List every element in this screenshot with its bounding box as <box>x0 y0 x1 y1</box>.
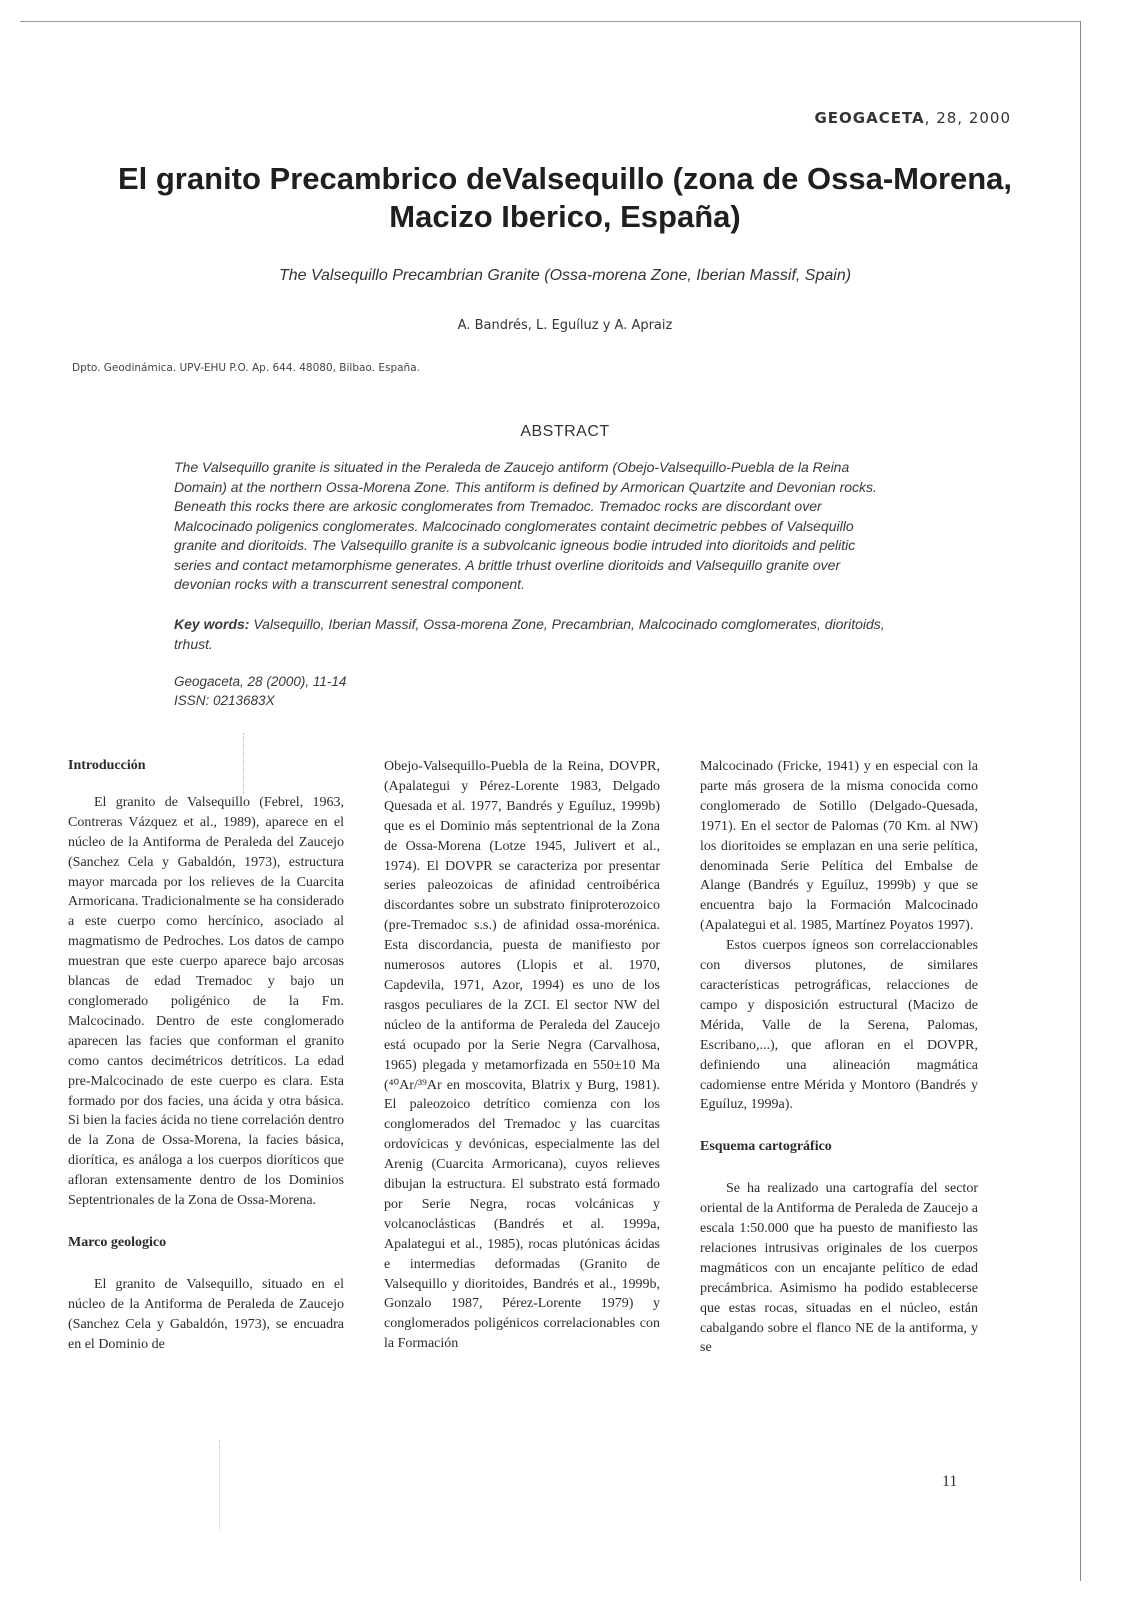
paragraph: El granito de Valsequillo, situado en el núcleo de la Antiforma de Peraleda de Zaucejo (Sanchez Cela y Gabaldón, 1973), se encuadra en el Dominio de <box>68 1276 344 1352</box>
affiliation: Dpto. Geodinámica. UPV-EHU P.O. Ap. 644. 48080, Bilbao. España. <box>72 362 420 374</box>
keywords-label: Key words: <box>174 616 250 632</box>
abstract-heading: ABSTRACT <box>520 423 610 440</box>
page-number: 11 <box>942 1473 958 1490</box>
journal-issue: , 28, 2000 <box>924 109 1011 127</box>
right-rule <box>1080 21 1081 1581</box>
paper-subtitle: The Valsequillo Precambrian Granite (Ossa-morena Zone, Iberian Massif, Spain) <box>278 267 852 284</box>
issn: ISSN: 0213683X <box>174 693 275 708</box>
citation-block <box>174 672 346 710</box>
paragraph: Malcocinado (Fricke, 1941) y en especial con la parte más grosera de la misma conocida como conglomerado de Sotillo (Delgado-Quesada, 1971). En el sector de Palomas (70 Km. al NW) los dioritoides se emplazan en una serie pelítica, denominada Serie Pelítica del Embalse de Alange (Bandrés y Eguíluz, 1999b) y que se encuentra bajo la Formación Malcocinado (Apalategui et al. 1985, Martínez Poyatos 1997). <box>700 759 978 934</box>
authors: A. Bandrés, L. Eguíluz y A. Apraiz <box>457 318 673 333</box>
paragraph: Obejo-Valsequillo-Puebla de la Reina, DOVPR, (Apalategui y Pérez-Lorente 1983, Delgado Quesada et al. 1977, Bandrés y Eguíluz, 1999b) que es el Dominio más septentrional de la Zona de Ossa-Morena (Lotze 1945, Julivert et al., 1974). El DOVPR se caracteriza por presentar series paleozoicas de afinidad centroibérica discordantes sobre un substrato finiproterozoico (pre-Tremadoc s.s.) de afinidad ossa-morénica. Esta discordancia, puesta de manifiesto por numerosos autores (Llopis et al. 1970, Capdevila, 1971, Azor, 1994) es uno de los rasgos peculiares de la ZCI. El sector NW del núcleo de la antiforma de Peraleda del Zaucejo está ocupado por la Serie Negra (Carvalhosa, 1965) plegada y metamorfizada en 550±10 Ma (⁴⁰Ar/³⁹Ar en moscovita, Blatrix y Burg, 1981). El paleozoico detrítico comienza con los conglomerados del Tremadoc y las cuarcitas ordovícicas y devónicas, especialmente las del Arenig (Cuarcita Armoricana), cuyos relieves dibujan la estructura. El substrato está formado por Serie Negra, rocas volcánicas y volcanoclásticas (Bandrés et al. 1999a, Apalategui et al., 1985), rocas plutónicas ácidas e intermedias deformadas (Granito de Valsequillo y dioritoides, Bandrés et al., 1999b, Gonzalo 1987, Pérez-Lorente 1979) y conglomerados poligénicos correlacionables con la Formación <box>384 759 660 1352</box>
column-1 <box>68 756 344 1354</box>
paper-title <box>60 160 1070 236</box>
title-line-2: Macizo Iberico, España) <box>389 199 741 234</box>
paragraph: Se ha realizado una cartografía del sector oriental de la Antiforma de Peraleda de Zaucejo a escala 1:50.000 que ha puesto de manifiesto las relaciones intrusivas originales de los cuerpos magmáticos con un encajante pelítico de edad precámbrica. Asimismo ha podido establecerse que estas rocas, situadas en el núcleo, están cabalgando sobre el flanco NE de la antiforma, y se <box>700 1181 978 1356</box>
section-heading-esquema-cartografico: Esquema cartográfico <box>700 1139 832 1155</box>
paragraph: Estos cuerpos ígneos son correlaccionables con diversos plutones, de similares características petrográficas, relacciones de campo y disposición estructural (Macizo de Mérida, Valle de la Serena, Palomas, Escribano,...), que afloran en el DOVPR, definiendo una alineación magmática cadomiense entre Mérida y Montoro (Bandrés y Eguíluz, 1999a). <box>700 938 978 1113</box>
title-line-1: El granito Precambrico deValsequillo (zona de Ossa-Morena, <box>117 161 1013 196</box>
paragraph: El granito de Valsequillo (Febrel, 1963, Contreras Vázquez et al., 1989), aparece en el núcleo de la Antiforma de Peraleda del Zaucejo (Sanchez Cela y Gabaldón, 1973), estructura mayor marcada por los relieves de la Cuarcita Armoricana. Tradicionalmente se ha considerado a este cuerpo como hercínico, asociado al magmatismo de Pedroches. Los datos de campo muestran que este cuerpo aparece bajo arcosas blancas de edad Tremadoc y bajo un conglomerado poligénico de la Fm. Malcocinado. Dentro de este conglomerado aparecen las facies que conforman el granito como cantos decimétricos detríticos. La edad pre-Malcocinado de este cuerpo es clara. Esta formado por dos facies, una ácida y otra básica. Si bien la facies ácida no tiene correlación dentro de la Zona de Ossa-Morena, la facies básica, diorítica, es análoga a los cuerpos dioríticos que afloran extensamente dentro de los Dominios Septentrionales de la Zona de Ossa-Morena. <box>68 794 344 1209</box>
scan-artifact-line <box>219 1440 220 1530</box>
column-2 <box>384 757 660 1354</box>
citation: Geogaceta, 28 (2000), 11-14 <box>174 674 347 689</box>
journal-name: GEOGACETA <box>814 109 925 127</box>
section-heading-introduccion: Introducción <box>68 758 146 773</box>
section-heading-marco-geologico: Marco geologico <box>68 1234 167 1250</box>
keywords <box>174 615 890 654</box>
column-3 <box>700 757 978 1358</box>
top-rule <box>20 21 1080 22</box>
abstract-text: The Valsequillo granite is situated in the Peraleda de Zaucejo antiform (Obejo-Valsequillo-Puebla de la Reina Domain) at the northern Ossa-Morena Zone. This antiform is defined by Armorican Quartzite and Devonian rocks. Beneath this rocks there are arkosic conglomerates from Tremadoc. Tremadoc rocks are discordant over Malcocinado poligenics conglomerates. Malcocinado conglomerates containt decimetric pebbes of Valsequillo granite and dioritoids. The Valsequillo granite is a subvolcanic igneous bodie intruded into dioritoids and pelitic series and contact metamorphisme generates. A brittle trhust overline dioritoids and Valsequillo granite over devonian rocks with a transcurrent senestral component. <box>174 459 877 592</box>
journal-header <box>814 109 1011 127</box>
keywords-list: Valsequillo, Iberian Massif, Ossa-morena Zone, Precambrian, Malcocinado comglomerates, dioritoids, trhust. <box>174 616 885 652</box>
